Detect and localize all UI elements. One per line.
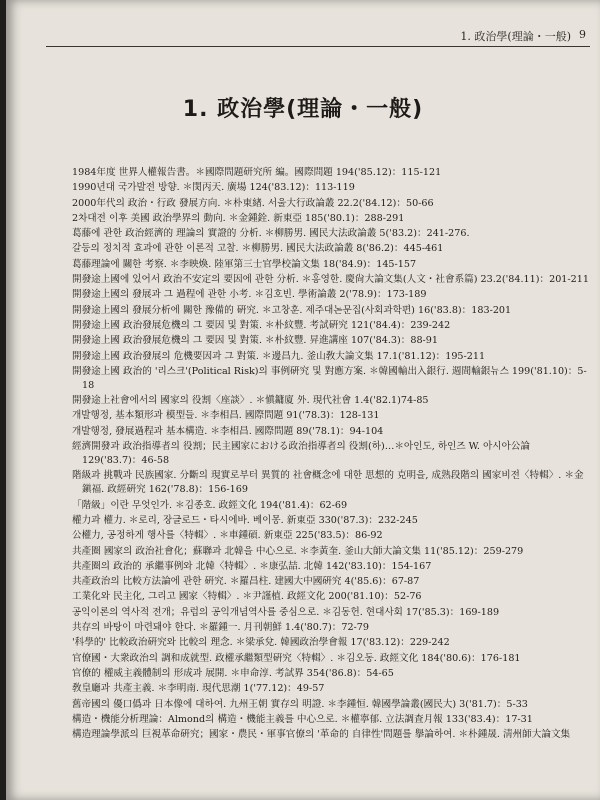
bibliography-entry: 構造・機能分析理論：Almond의 構造・機能主義를 中心으로. ＊權寧郁. 立法調査月報 133('83.4)：17-31: [72, 713, 533, 725]
bibliography-entry: 개발행정, 發展過程과 基本構造. ＊李相昌. 國際問題 89('78.1)：94-104: [72, 425, 384, 437]
bibliography-entry: 官僚國・大衆政治의 調和成就型. 政權承繼類型硏究〈特輯〉. ＊김오동. 政經文化 184('80.6)：176-181: [72, 652, 521, 664]
bibliography-entry: 開發途上國 政治發展의 危機要因과 그 對策. ＊邊昌九. 釜山敎大論文集 17.1('81.12)：195-211: [72, 350, 486, 362]
running-head-section: 1. 政治學(理論・一般): [460, 30, 571, 43]
bibliography-entry: 「階級」이란 무엇인가. ＊김종호. 政經文化 194('81.4)：62-69: [72, 499, 348, 511]
bibliography-entry: 開發途上國의 發展과 그 過程에 관한 小考. ＊김호빈. 學術論叢 2('78.9)：173-189: [72, 289, 427, 301]
bibliography-entry: 開發途上國 政治發展危機의 그 要因 및 對策. ＊朴紋豐. 昇進講座 107('84.3)：88-91: [72, 335, 439, 347]
bibliography-entry: 1984年度 世界人權報告書。＊國際問題研究所 編。國際問題 194('85.12)：115-121: [72, 167, 442, 178]
bibliography-entry: 開發途上社會에서의 國家의 役割〈座談〉. ＊愼鏞廈 外. 現代社會 1.4('82.1)74-85: [72, 395, 429, 407]
bibliography-entry: 開發途上國 政治的 '리스크'(Political Risk)의 事例硏究 및 對應方案. ＊韓國輸出入銀行. 週間輸銀뉴스 199('81.10)：5-18: [72, 365, 587, 391]
bibliography-entry: 階級과 挑戰과 民族國家. 分斷의 現實로부터 異質的 社會概念에 대한 思想的 克明을, 成熟段階의 國家비전〈特輯〉. ＊金鎭福. 政經硏究 162('78.8)：156-169: [72, 470, 584, 496]
bibliography-entry: 2000年代의 政治・行政 發展方向. ＊朴東緖. 서울大行政論叢 22.2('84.12)：50-66: [72, 197, 434, 209]
bibliography-entry: 1990년대 국가발전 방향. ＊閔丙天. 廣場 124('83.12)：113-119: [72, 182, 355, 194]
chapter-title: 1. 政治學(理論・一般): [182, 97, 424, 122]
bibliography-list: [72, 166, 590, 743]
running-head: [460, 28, 586, 44]
bibliography-entry: 共產政治의 比較方法論에 관한 硏究. ＊羅昌柱. 建國大中國硏究 4('85.6)：67-87: [72, 576, 420, 588]
bibliography-entry: 갈등의 정치적 효과에 관한 이론적 고찰. ＊柳勝男. 國民大法政論叢 8('86.2)：445-461: [72, 243, 444, 255]
bibliography-entry: 葛藤理論에 關한 考察. ＊李映煥. 陸軍第三士官學校論文集 18('84.9)：145-157: [72, 258, 417, 270]
page-number: 9: [579, 28, 586, 41]
bibliography-entry: 共產圈의 政治的 承繼事例와 北韓〈特輯〉. ＊康弘喆. 北韓 142('83.10)：154-167: [72, 560, 432, 572]
bibliography-entry: 開發途上國에 있어서 政治不安定의 要因에 관한 分析. ＊홍영한. 慶尙大論文集(人文・社會系篇) 23.2('84.11)：201-211: [72, 274, 589, 286]
bibliography-entry: 共產圈 國家의 政治社會化；蘇聯과 北韓을 中心으로. ＊李黃奎. 釜山大師大論文集 11('85.12)：259-279: [72, 545, 524, 557]
bibliography-entry: 公權力, 공정하게 행사를〈特輯〉. ＊車鍾碩. 新東亞 225('83.5)：86-92: [72, 530, 383, 542]
bibliography-entry: 2차대전 이후 美國 政治學界의 動向. ＊金鍾銓. 新東亞 185('80.1)：288-291: [72, 212, 405, 224]
bibliography-entry: 敎皇廳과 共產主義. ＊李明南. 現代思潮 1('77.12)：49-57: [72, 683, 325, 695]
book-page: [6, 0, 600, 800]
bibliography-entry: 開發途上國 政治發展危機의 그 要因 및 對策. ＊朴紋豐. 考試硏究 121('84.4)：239-242: [72, 319, 451, 331]
bibliography-entry: 官僚的 權威主義體制의 形成과 展開. ＊申命淳. 考試界 354('86.8)：54-65: [72, 667, 394, 679]
bibliography-entry: '科學的' 比較政治硏究와 比較의 理念. ＊梁承兌. 韓國政治學會報 17('83.12)：229-242: [72, 637, 450, 649]
header-rule: [46, 46, 590, 47]
bibliography-entry: 舊帝國의 優口僞과 日本像에 대하여. 九州王朝 實存의 明證. ＊李鍾恒. 韓國學論叢(國民大) 3('81.7)：5-33: [72, 698, 528, 710]
bibliography-entry: 공익이론의 역사적 전개；유럽의 공익개념역사를 중심으로. ＊김동헌. 현대사회 17('85.3)：169-189: [72, 606, 500, 618]
bibliography-entry: 權力과 權力. ＊로리, 장글로드・타시에바. 베이몽. 新東亞 330('87.3)：232-245: [72, 514, 418, 526]
bibliography-entry: 經濟開發과 政治指導者의 役割；民主國家における政治指導者의 役割(하)…＊아인도, 하인즈 W. 아시아公論 129('83.7)：46-58: [72, 441, 530, 467]
bibliography-entry: 工業化와 民主化, 그리고 國家〈特輯〉. ＊尹謹植. 政經文化 200('81.10)：52-76: [72, 591, 422, 603]
bibliography-entry: 개발행정, 基本類形과 模型들. ＊李相昌. 國際問題 91('78.3)：128-131: [72, 410, 380, 422]
bibliography-entry: 葛藤에 관한 政治經濟的 理論의 實證的 分析. ＊柳勝男. 國民大法政論叢 5('83.2)：241-276.: [72, 228, 470, 240]
bibliography-entry: 構造理論學派의 巨視革命硏究；國家・農民・軍事官僚의 '革命的 自律性'問題를 擧論하여. ＊朴鍾晟. 淸州師大論文集: [72, 729, 571, 741]
bibliography-entry: 共存의 바탕이 마련돼야 한다. ＊羅鍾一. 月刊朝鮮 1.4('80.7)：72-79: [72, 622, 370, 634]
bibliography-entry: 開發途上國의 發展分析에 關한 豫備的 硏究. ＊고창훈. 제주대논문집(사회과학편) 16('83.8)：183-201: [72, 304, 512, 316]
